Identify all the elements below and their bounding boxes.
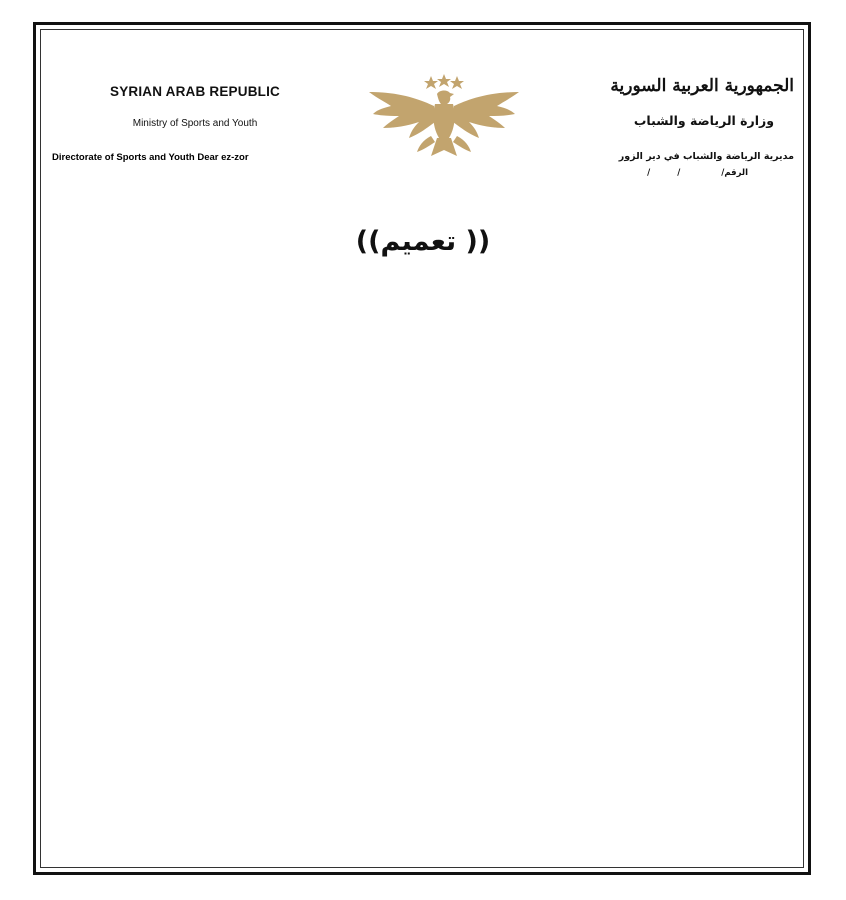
reference-number-line — [647, 168, 748, 178]
reference-slash: / — [677, 168, 681, 178]
document-title: (( تعميم)) — [355, 226, 491, 257]
english-directorate-name: Directorate of Sports and Youth Dear ez-zor — [52, 152, 249, 163]
eagle-emblem-icon — [361, 70, 527, 162]
english-country-name: SYRIAN ARAB REPUBLIC — [109, 84, 280, 99]
reference-slash-2: / — [647, 168, 651, 178]
english-ministry-name: Ministry of Sports and Youth — [132, 118, 258, 129]
arabic-ministry-name: وزارة الرياضة والشباب — [633, 113, 774, 128]
arabic-directorate-name: مديرية الرياضة والشباب في دير الزور — [618, 151, 794, 162]
reference-label: الرقم/ — [721, 168, 748, 178]
arabic-country-name: الجمهورية العربية السورية — [610, 76, 794, 96]
